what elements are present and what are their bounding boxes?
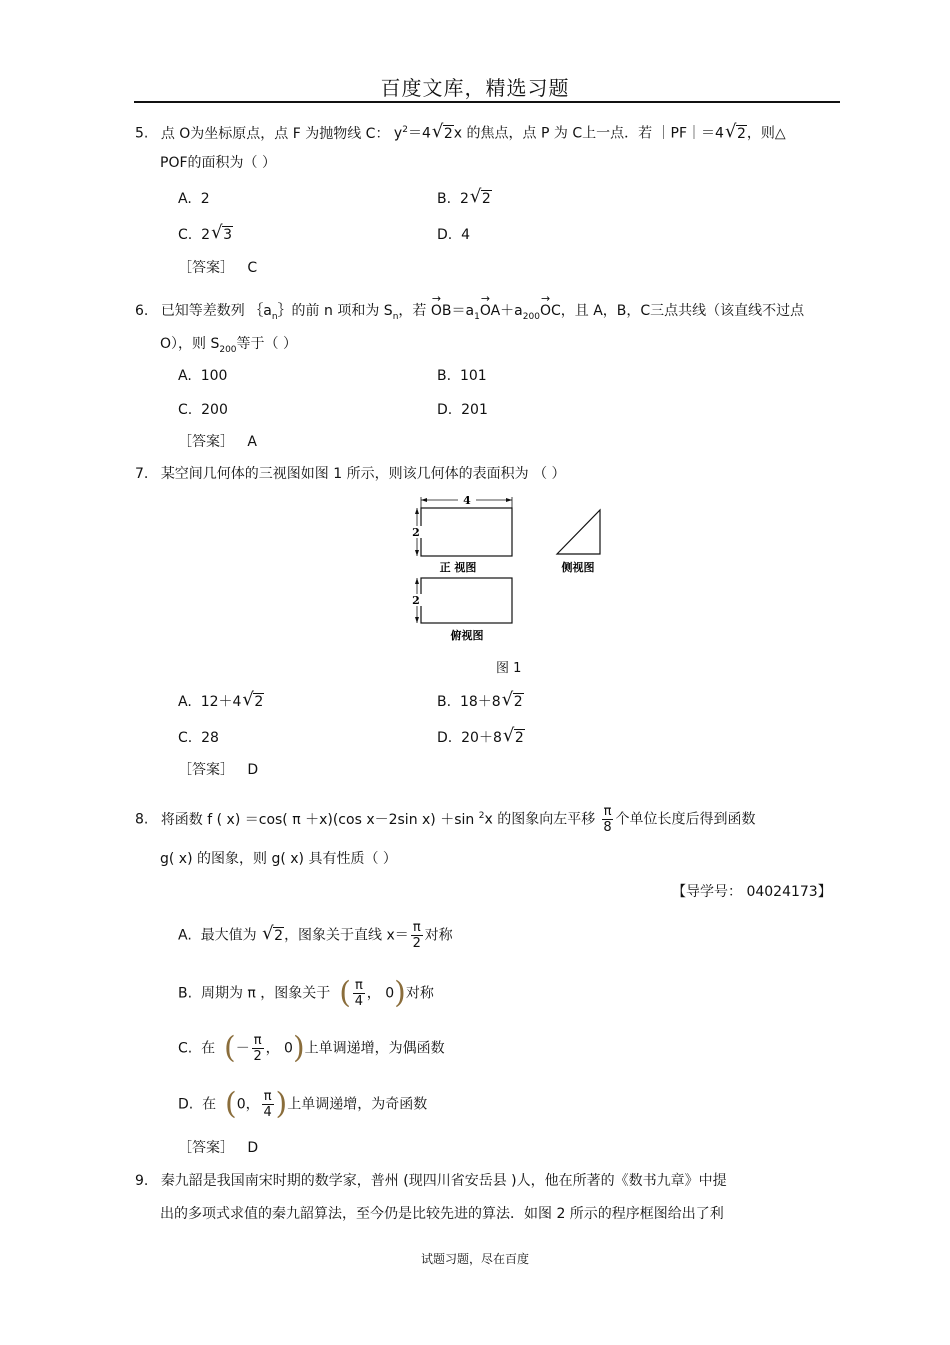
question-7-answer: ［答案］ D [178, 762, 259, 778]
question-5-option-b: B. 2√ 2 [437, 189, 492, 209]
question-6-option-a: A. 100 [178, 368, 228, 384]
vector-oc: → OC [540, 301, 561, 321]
question-6-stem-line2: O），则 $S_{200}$等于（ ） [160, 336, 297, 355]
question-6-option-d: D. 201 [437, 402, 488, 418]
fraction-pi-over-2: $\frac{\pi}{2}$ [412, 920, 421, 951]
top-height-label: 2 [412, 594, 420, 607]
top-view-caption: 俯视图 [450, 629, 484, 642]
question-6-option-b: B. 101 [437, 368, 487, 384]
question-7-number: 7. [135, 466, 149, 482]
page-footer: 试题习题，尽在百度 [420, 1252, 529, 1266]
fraction-pi-over-4: $\frac{\pi}{4}$ [354, 978, 363, 1009]
sqrt-symbol: √ 2 [432, 124, 454, 144]
question-7-stem: 7. 某空间几何体的三视图如图 1 所示，则该几何体的表面积为 （ ） [135, 466, 566, 482]
question-5-number: 5. [135, 125, 149, 142]
question-8-option-b: B. 周期为 π ，图象关于 ( $\frac{\pi}{4}$ ， 0)对称 [178, 975, 434, 1011]
question-8-number: 8. [135, 811, 149, 828]
vector-ob: → OB [431, 301, 452, 321]
question-8-option-a: A. 最大值为 √ 2，图象关于直线 x＝ $\frac{\pi}{2}$ 对称 [178, 920, 453, 951]
fraction-pi-over-2: $\frac{\pi}{2}$ [253, 1033, 262, 1064]
question-5-stem-line1: 5. 点 O为坐标原点，点 F 为抛物线 C： $y^2=4√$ 2x 的焦点，点 P 为 C上一点．若 ｜PF｜＝4√ 2，则△ [135, 120, 786, 144]
question-5-option-c: C. 2√ 3 [178, 225, 233, 245]
front-height-label: 2 [412, 526, 420, 539]
question-9-stem-line2: 出的多项式求值的秦九韶算法，至今仍是比较先进的算法．如图 2 所示的程序框图给出了利 [160, 1206, 724, 1222]
question-9-number: 9. [135, 1173, 149, 1189]
guide-number: 【导学号： 04024173】 [672, 884, 832, 900]
front-view-caption: 正 视图 [439, 561, 477, 574]
question-6-stem-line1: 6. 已知等差数列 $\{a_n\}$的前 n 项和为 $S_n$，若 → $OB=a_1\to OA+a_{200}\to$ OC，且 A，B，C三点共线（该直线不过点 [135, 301, 804, 327]
question-7-option-a: A. 12＋4√ 2 [178, 692, 264, 712]
question-6-option-c: C. 200 [178, 402, 228, 418]
question-6-answer: ［答案］ A [178, 434, 257, 450]
question-8-answer: ［答案］ D [178, 1140, 259, 1156]
sqrt-symbol: √ 2 [470, 189, 492, 209]
figure-1-caption: 图 1 [496, 661, 522, 676]
question-5-option-a: A. 2 [178, 191, 210, 207]
header-divider [134, 101, 840, 103]
front-view-rect [421, 508, 512, 556]
question-8-option-d: D. 在 (0， $\frac{\pi}{4}$ )上单调递增，为奇函数 [178, 1086, 428, 1122]
question-5-answer: ［答案］ C [178, 260, 258, 276]
sqrt-symbol: √ 2 [262, 926, 284, 946]
question-9-stem-line1: 9. 秦九韶是我国南宋时期的数学家，普州 (现四川省安岳县 )人，他在所著的《数书九章》中提 [135, 1173, 727, 1189]
fraction-pi-over-8: $\frac{\pi}{8}$ [603, 804, 612, 835]
question-5-option-d: D. 4 [437, 227, 471, 243]
vector-oa: → OA [480, 301, 500, 321]
question-7-option-b: B. 18＋8√ 2 [437, 692, 524, 712]
sqrt-symbol: √ 2 [502, 692, 524, 712]
side-view-triangle [557, 510, 600, 554]
page-header-title: 百度文库，精选习题 [380, 76, 570, 100]
three-view-figure [400, 494, 610, 649]
question-8-stem-line2: g( x) 的图象，则 g( x) 具有性质（ ） [160, 851, 397, 867]
top-view-rect [421, 578, 512, 623]
sqrt-symbol: √ 3 [211, 225, 233, 245]
fraction-pi-over-4: $\frac{\pi}{4}$ [263, 1089, 272, 1120]
sqrt-symbol: √ 2 [242, 692, 264, 712]
sqrt-symbol: √ 2 [725, 124, 747, 144]
width-dimension-label: 4 [463, 494, 471, 507]
side-view-caption: 侧视图 [561, 561, 595, 574]
question-7-option-d: D. 20＋8√ 2 [437, 728, 525, 748]
question-7-option-c: C. 28 [178, 730, 219, 746]
question-6-number: 6. [135, 303, 149, 319]
question-5-stem-line2: POF的面积为（ ） [160, 155, 276, 171]
question-8-stem-line1: 8. 将函数 f ( x) ＝cos( π ＋x)(cos x－2sin x) ＋sin $^2$x 的图象向左平移 $\frac{\pi}{8}$ 个单位长度后得到函数 [135, 804, 756, 835]
sqrt-symbol: √ 2 [503, 728, 525, 748]
question-8-option-c: C. 在 (－ $\frac{\pi}{2}$ ， 0)上单调递增，为偶函数 [178, 1030, 445, 1066]
